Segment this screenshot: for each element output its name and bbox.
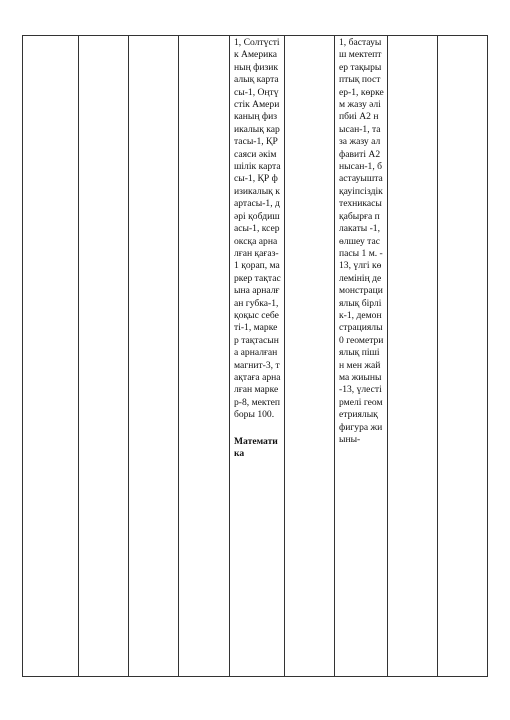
table-cell-5 (230, 36, 285, 677)
table-cell-2 (79, 36, 129, 677)
data-table (22, 35, 488, 677)
table-cell-6 (285, 36, 335, 677)
equipment-list-text-2: 1, бастауыш мектептер тақырыптық постер-1, көркем жазу әліпбиі А2 нысан-1, таза жазу алфавиті А2 нысан-1, бастауышта қауіпсіздік техникасы қабырға плакаты -1, өлшеу таспасы 1 м. -13, үлгі көлемінің демонстрациялық бірлік-1, демонстрациялы 0 геометриялық пішін мен жайма жиыны-13, үлестірмелі геометриялық фигура жиыны- (339, 37, 384, 445)
table-cell-3 (129, 36, 179, 677)
table-cell-8 (388, 36, 438, 677)
subject-heading: Математика (234, 435, 278, 459)
table-cell-7 (335, 36, 388, 677)
table-row (23, 36, 488, 677)
table-cell-4 (179, 36, 230, 677)
table-cell-9 (438, 36, 488, 677)
table-cell-1 (23, 36, 79, 677)
equipment-list-text: 1, Солтүстік Американың физикалық картасы-1, Оңтүстік Американың физикалық картасы-1, ҚР саяси әкімшілік картасы-1, ҚР физикалық картасы-1, дәрі қобдишасы-1, ксероксқа арналған қағаз-1 қорап, маркер тақтасына арналған губка-1, қоқыс себеті-1, маркер тақтасына арналған магнит-3, тақтаға арналған маркер-8, мектеп боры 100. (234, 37, 281, 421)
